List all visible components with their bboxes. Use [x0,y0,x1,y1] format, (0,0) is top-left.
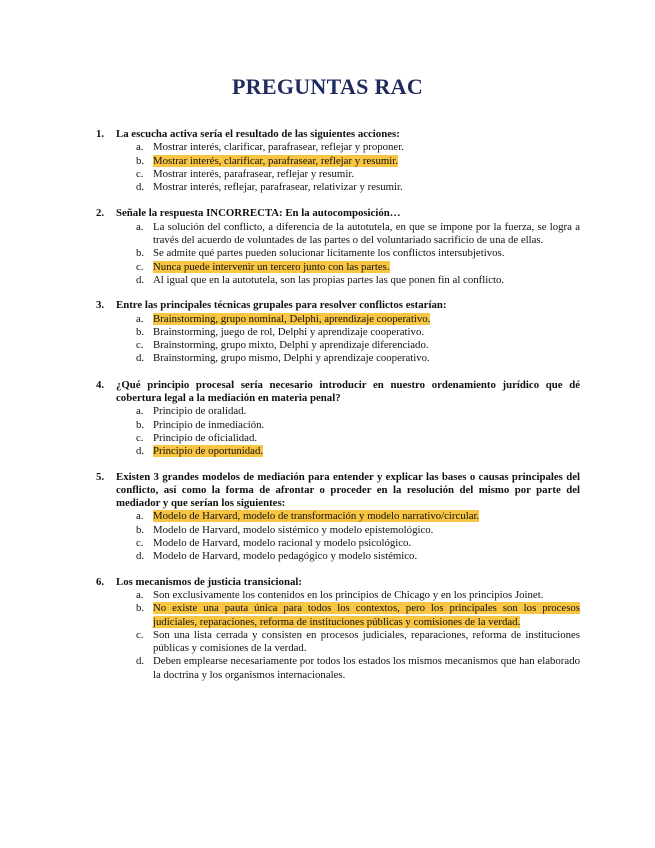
option-letter: c. [136,537,144,550]
option-text: Nunca puede intervenir un tercero junto con las partes. [153,260,390,273]
question-number: 2. [96,207,105,220]
answer-option-highlighted [96,313,580,326]
answer-options [96,313,580,366]
answer-options [96,589,580,682]
question-number: 6. [96,575,105,588]
question-text: ¿Qué principio procesal sería necesario introducir en nuestro ordenamiento jurídico que dé cobertura legal a la mediación en materia penal? [116,378,580,405]
question-6 [96,576,580,682]
option-text: Mostrar interés, reflejar, parafrasear, relativizar y resumir. [153,181,403,194]
answer-option-highlighted [96,261,580,274]
question-number: 3. [96,299,105,312]
option-text: Mostrar interés, clarificar, parafrasear, reflejar y resumir. [153,154,398,167]
question-text: Señale la respuesta INCORRECTA: En la autocomposición… [116,207,401,220]
answer-option [96,537,580,550]
answer-options [96,405,580,458]
answer-option [96,274,580,287]
option-letter: a. [136,220,144,233]
answer-option [96,524,580,537]
option-letter: b. [136,325,145,338]
answer-option-highlighted [96,445,580,458]
option-text: Son exclusivamente los contenidos en los principios de Chicago y en los principios Joinet. [153,588,544,601]
option-text: Modelo de Harvard, modelo pedagógico y modelo sistémico. [153,550,418,563]
option-letter: b. [136,602,145,615]
option-text: Modelo de Harvard, modelo de transformación y modelo narrativo/circular. [153,510,480,523]
question-1 [96,128,580,194]
question-text: La escucha activa sería el resultado de las siguientes acciones: [116,128,400,140]
option-letter: d. [136,273,145,286]
option-letter: b. [136,523,145,536]
question-number: 5. [96,470,105,483]
page-title: PREGUNTAS RAC [231,74,424,99]
option-text: Brainstorming, grupo mixto, Delphi y aprendizaje diferenciado. [153,339,429,352]
answer-option [96,168,580,181]
option-text: Modelo de Harvard, modelo sistémico y modelo epistemológico. [153,523,434,536]
option-letter: d. [136,181,145,194]
option-text: Mostrar interés, clarificar, parafrasear, reflejar y proponer. [153,141,404,154]
option-letter: b. [136,154,145,167]
answer-options [96,141,580,194]
option-text: No existe una pauta única para todos los contextos, pero los principales son los procesos judiciales, reparaciones, reforma de instituciones públicas y comisiones de la verdad. [153,602,580,628]
question-2 [96,207,580,287]
answer-option [96,550,580,563]
option-letter: a. [136,405,144,418]
option-text: Principio de oficialidad. [153,431,258,444]
option-letter: b. [136,418,145,431]
option-letter: a. [136,510,144,523]
option-text: Brainstorming, grupo nominal, Delphi, aprendizaje cooperativo. [153,312,431,325]
answer-option [96,419,580,432]
question-text: Existen 3 grandes modelos de mediación para entender y explicar las bases o causas principales del conflicto, así como la forma de afrontar o proceder en la resolución del mismo por parte del mediador y que serían los siguientes: [116,470,580,510]
option-text: Brainstorming, grupo mismo, Delphi y aprendizaje cooperativo. [153,352,430,365]
answer-option [96,141,580,154]
option-text: Principio de oportunidad. [153,445,264,458]
answer-option [96,247,580,260]
question-list [96,128,580,682]
option-text: Deben emplearse necesariamente por todos los estados los mismos mecanismos que han elaborado la doctrina y los organismos internacionales. [153,655,580,681]
option-text: Modelo de Harvard, modelo racional y modelo psicológico. [153,537,412,550]
answer-options [96,510,580,563]
answer-option [96,221,580,248]
option-letter: a. [136,312,144,325]
answer-option [96,181,580,194]
question-text: Entre las principales técnicas grupales para resolver conflictos estarían: [116,299,447,312]
option-letter: b. [136,247,145,260]
answer-option [96,405,580,418]
question-3 [96,299,580,365]
answer-option [96,432,580,445]
option-text: Mostrar interés, parafrasear, reflejar y resumir. [153,167,355,180]
answer-option [96,352,580,365]
option-letter: c. [136,431,144,444]
option-text: Al igual que en la autotutela, son las propias partes las que ponen fin al conflicto. [153,273,505,286]
answer-option [96,655,580,682]
question-number: 4. [96,378,105,391]
question-5 [96,471,580,564]
question-4 [96,379,580,459]
answer-option-highlighted [96,155,580,168]
option-letter: d. [136,655,145,668]
option-letter: c. [136,167,144,180]
option-text: La solución del conflicto, a diferencia de la autotutela, en que se impone por la fuerza, se logra a través del acuerdo de voluntades de las partes o del voluntariado sacrificio de una de ellas. [153,220,580,247]
answer-option [96,339,580,352]
answer-option [96,629,580,656]
option-text: Se admite qué partes pueden solucionar lícitamente los conflictos intersubjetivos. [153,247,505,260]
option-letter: c. [136,339,144,352]
answer-options [96,221,580,287]
option-text: Brainstorming, juego de rol, Delphi y aprendizaje cooperativo. [153,325,425,338]
option-letter: c. [136,628,144,641]
answer-option [96,589,580,602]
answer-option [96,326,580,339]
option-letter: d. [136,352,145,365]
option-letter: d. [136,550,145,563]
option-letter: a. [136,588,144,601]
option-letter: a. [136,141,144,154]
question-text: Los mecanismos de justicia transicional: [116,575,302,588]
option-letter: d. [136,445,145,458]
option-letter: c. [136,260,144,273]
option-text: Son una lista cerrada y consisten en procesos judiciales, reparaciones, reforma de instituciones públicas y comisiones de la verdad. [153,628,580,655]
option-text: Principio de oralidad. [153,405,247,418]
option-text: Principio de inmediación. [153,418,265,431]
answer-option-highlighted [96,602,580,629]
question-number: 1. [96,128,105,140]
answer-option-highlighted [96,510,580,523]
